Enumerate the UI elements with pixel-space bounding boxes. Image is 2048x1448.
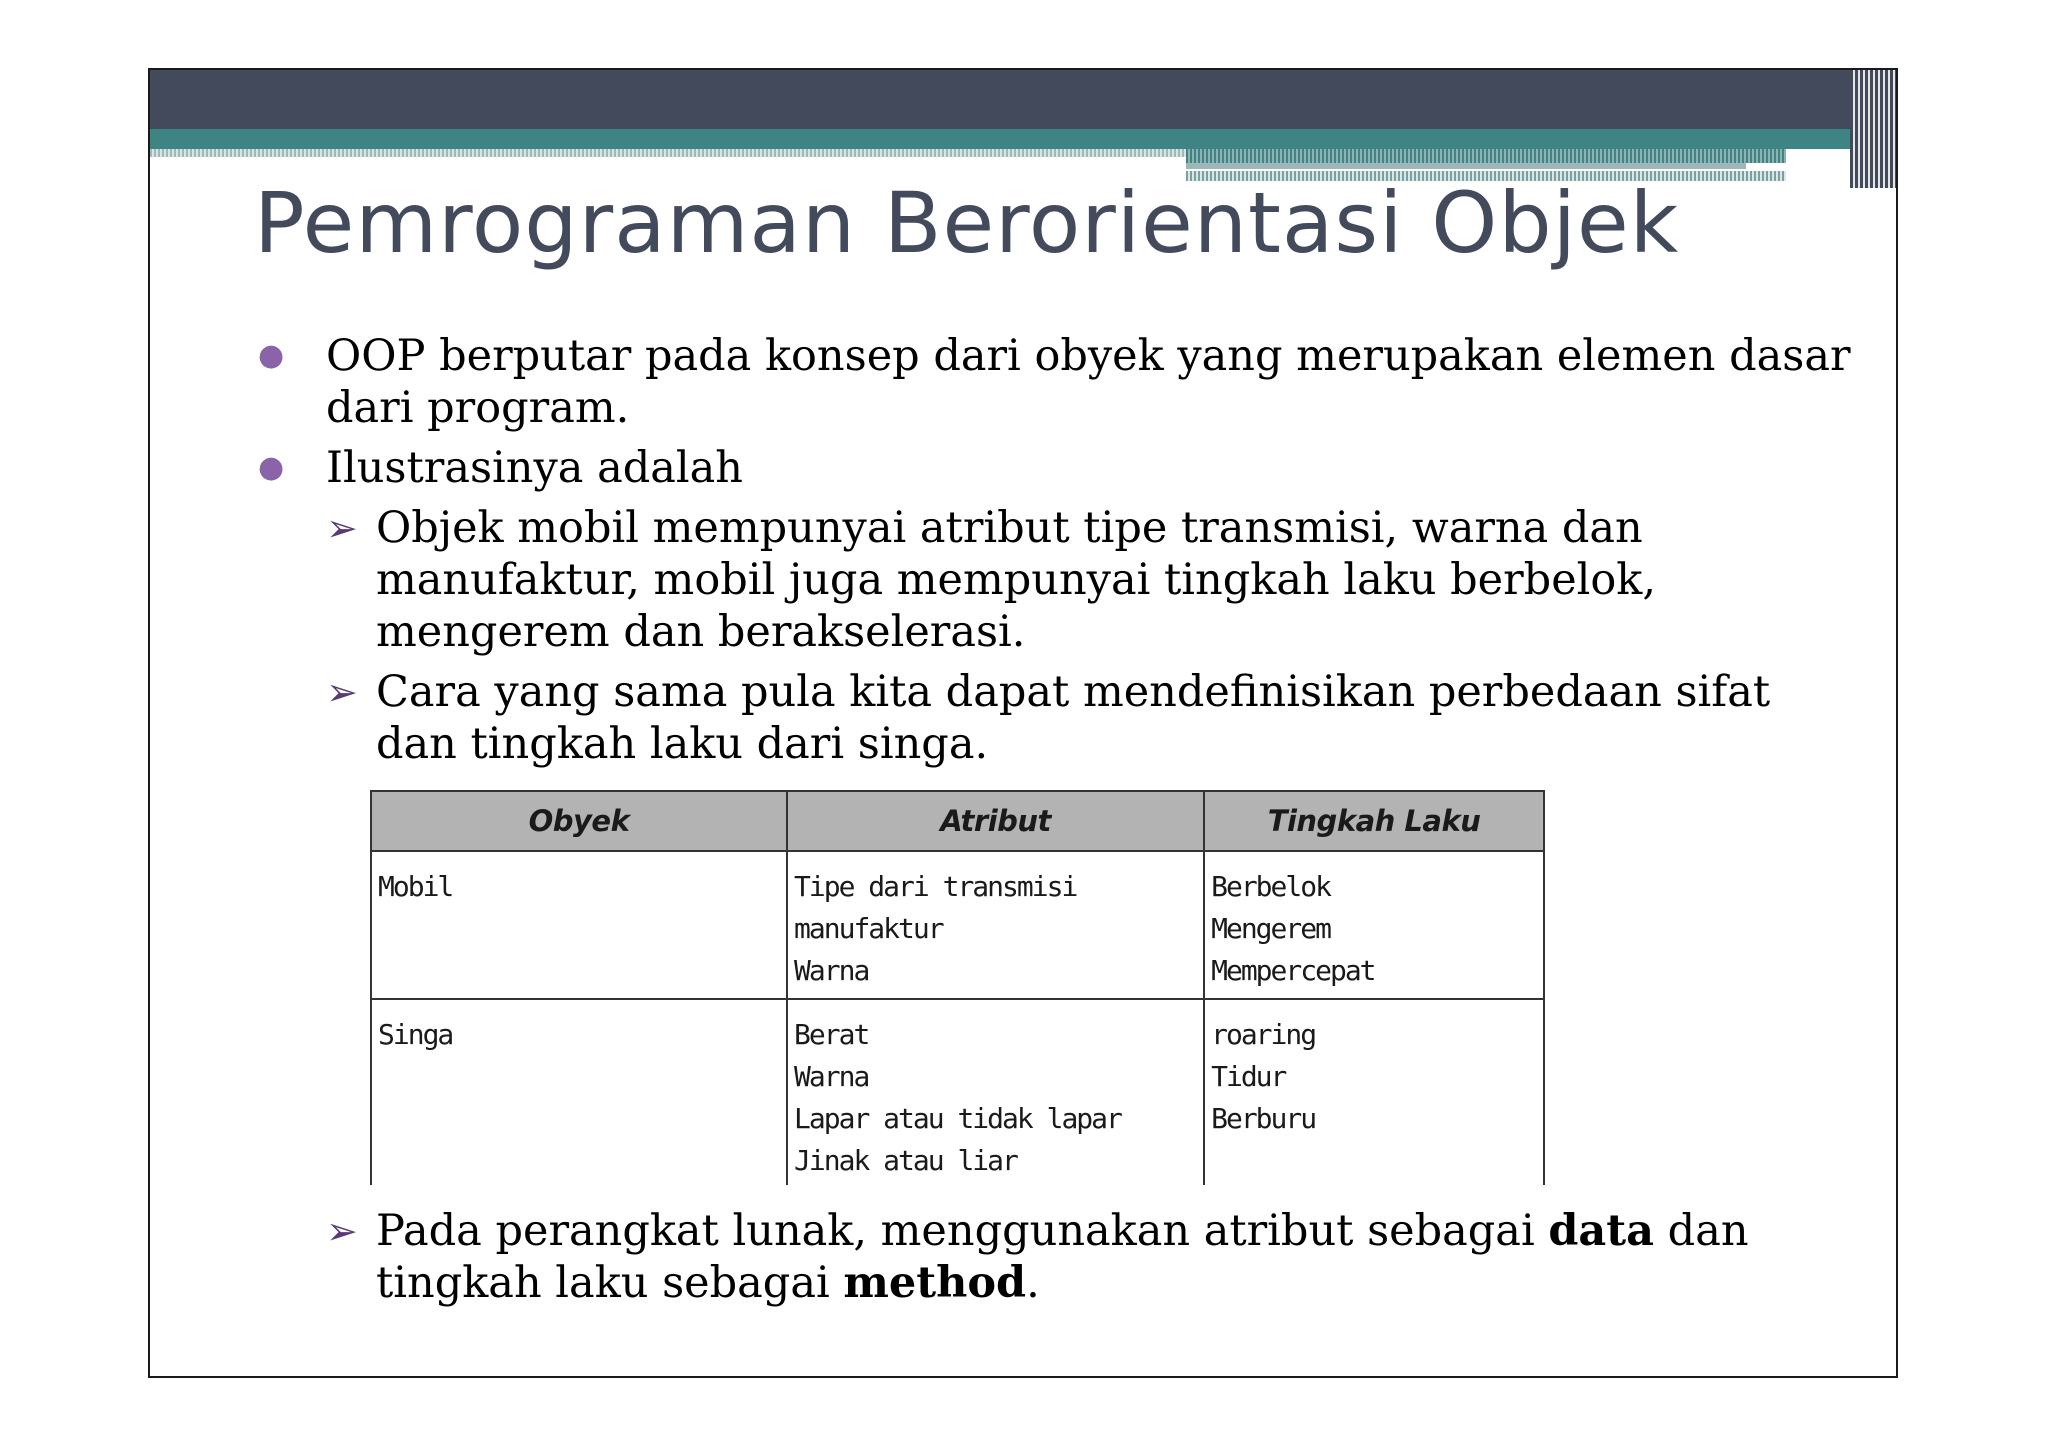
arrow-bullet-icon: ➢ xyxy=(326,670,358,714)
header-obyek: Obyek xyxy=(371,791,787,851)
cell-tingkah-laku: Berbelok Mengerem Mempercepat xyxy=(1204,851,1544,999)
corner-decoration xyxy=(1850,70,1896,188)
table-container xyxy=(370,790,1545,1185)
bullet-item: ● Ilustrasinya adalah xyxy=(258,443,743,493)
header-atribut: Atribut xyxy=(787,791,1204,851)
table-row xyxy=(371,999,1544,1185)
table-header-row xyxy=(371,791,1544,851)
slide-title: Pemrograman Berorientasi Objek xyxy=(254,174,1680,272)
sub-bullet-item: ➢ Objek mobil mempunyai atribut tipe transmisi, warna dan manufaktur, mobil juga mempunyai tingkah laku berbelok, mengerem dan berakselerasi. xyxy=(326,503,1657,657)
cell-atribut: Berat Warna Lapar atau tidak lapar Jinak atau liar xyxy=(787,999,1204,1185)
header-band xyxy=(150,70,1896,129)
slide xyxy=(148,68,1898,1378)
sub-bullet-item: ➢ Cara yang sama pula kita dapat mendefinisikan perbedaan sifat dan tingkah laku dari singa. xyxy=(326,667,1771,769)
cell-obyek: Mobil xyxy=(371,851,787,999)
slide-content-bottom xyxy=(254,1205,1854,1309)
bold-term: method xyxy=(843,1258,1027,1308)
attribute-table xyxy=(370,790,1545,1185)
cell-tingkah-laku: roaring Tidur Berburu xyxy=(1204,999,1544,1185)
table-row xyxy=(371,851,1544,999)
right-stripe xyxy=(1186,163,1746,169)
slide-content xyxy=(254,330,1854,770)
sub-bullet-item: ➢ Pada perangkat lunak, menggunakan atribut sebagai data dan tingkah laku sebagai method. xyxy=(326,1206,1749,1308)
arrow-bullet-icon: ➢ xyxy=(326,1209,358,1253)
cell-atribut: Tipe dari transmisi manufaktur Warna xyxy=(787,851,1204,999)
thin-stripe xyxy=(150,149,1186,157)
right-stripe xyxy=(1186,149,1786,163)
bullet-item: ● OOP berputar pada konsep dari obyek yang merupakan elemen dasar dari program. xyxy=(258,331,1851,433)
round-bullet-icon: ● xyxy=(258,338,285,373)
accent-band xyxy=(150,129,1896,149)
bold-term: data xyxy=(1548,1206,1655,1256)
header-tingkah-laku: Tingkah Laku xyxy=(1204,791,1544,851)
round-bullet-icon: ● xyxy=(258,450,285,485)
arrow-bullet-icon: ➢ xyxy=(326,506,358,550)
cell-obyek: Singa xyxy=(371,999,787,1185)
